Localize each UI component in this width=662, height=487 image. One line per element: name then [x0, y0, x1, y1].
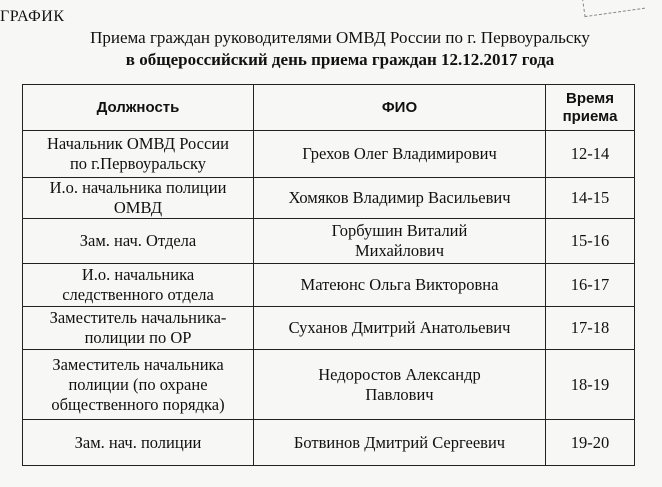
cell-position: Зам. нач. Отдела	[23, 219, 254, 264]
cell-name: Матеюнс Ольга Викторовна	[254, 264, 546, 307]
column-header-position: Должность	[23, 85, 254, 131]
cell-time: 14-15	[546, 178, 635, 219]
cell-name: Хомяков Владимир Васильевич	[254, 178, 546, 219]
cell-time: 12-14	[546, 131, 635, 178]
cell-time: 18-19	[546, 350, 635, 420]
cell-position: Заместитель начальника- полиции по ОР	[23, 307, 254, 350]
cell-position: Заместитель начальника полиции (по охране общественного порядка)	[23, 350, 254, 420]
cell-name: Суханов Дмитрий Анатольевич	[254, 307, 546, 350]
cell-time: 19-20	[546, 420, 635, 466]
cell-position: И.о. начальника полиции ОМВД	[23, 178, 254, 219]
column-header-name: ФИО	[254, 85, 546, 131]
cell-position: И.о. начальника следственного отдела	[23, 264, 254, 307]
schedule-table	[22, 84, 635, 466]
cell-time: 15-16	[546, 219, 635, 264]
cell-position: Зам. нач. полиции	[23, 420, 254, 466]
document-subtitle: Приема граждан руководителями ОМВД России по г. Первоуральску	[90, 28, 590, 47]
cell-time: 17-18	[546, 307, 635, 350]
document-title: ГРАФИК	[0, 8, 65, 25]
table-row	[23, 420, 635, 466]
document-date-line: в общероссийский день приема граждан 12.12.2017 года	[125, 50, 555, 69]
table-row	[23, 264, 635, 307]
table-row	[23, 178, 635, 219]
cell-name: Горбушин Виталий Михайлович	[254, 219, 546, 264]
cell-name: Грехов Олег Владимирович	[254, 131, 546, 178]
table-row	[23, 219, 635, 264]
cell-name: Ботвинов Дмитрий Сергеевич	[254, 420, 546, 466]
table-row	[23, 131, 635, 178]
cell-time: 16-17	[546, 264, 635, 307]
column-header-time: Время приема	[546, 85, 635, 131]
table-header-row	[23, 85, 635, 131]
cell-name: Недоростов Александр Павлович	[254, 350, 546, 420]
table-row	[23, 307, 635, 350]
cell-position: Начальник ОМВД России по г.Первоуральску	[23, 131, 254, 178]
table-row	[23, 350, 635, 420]
